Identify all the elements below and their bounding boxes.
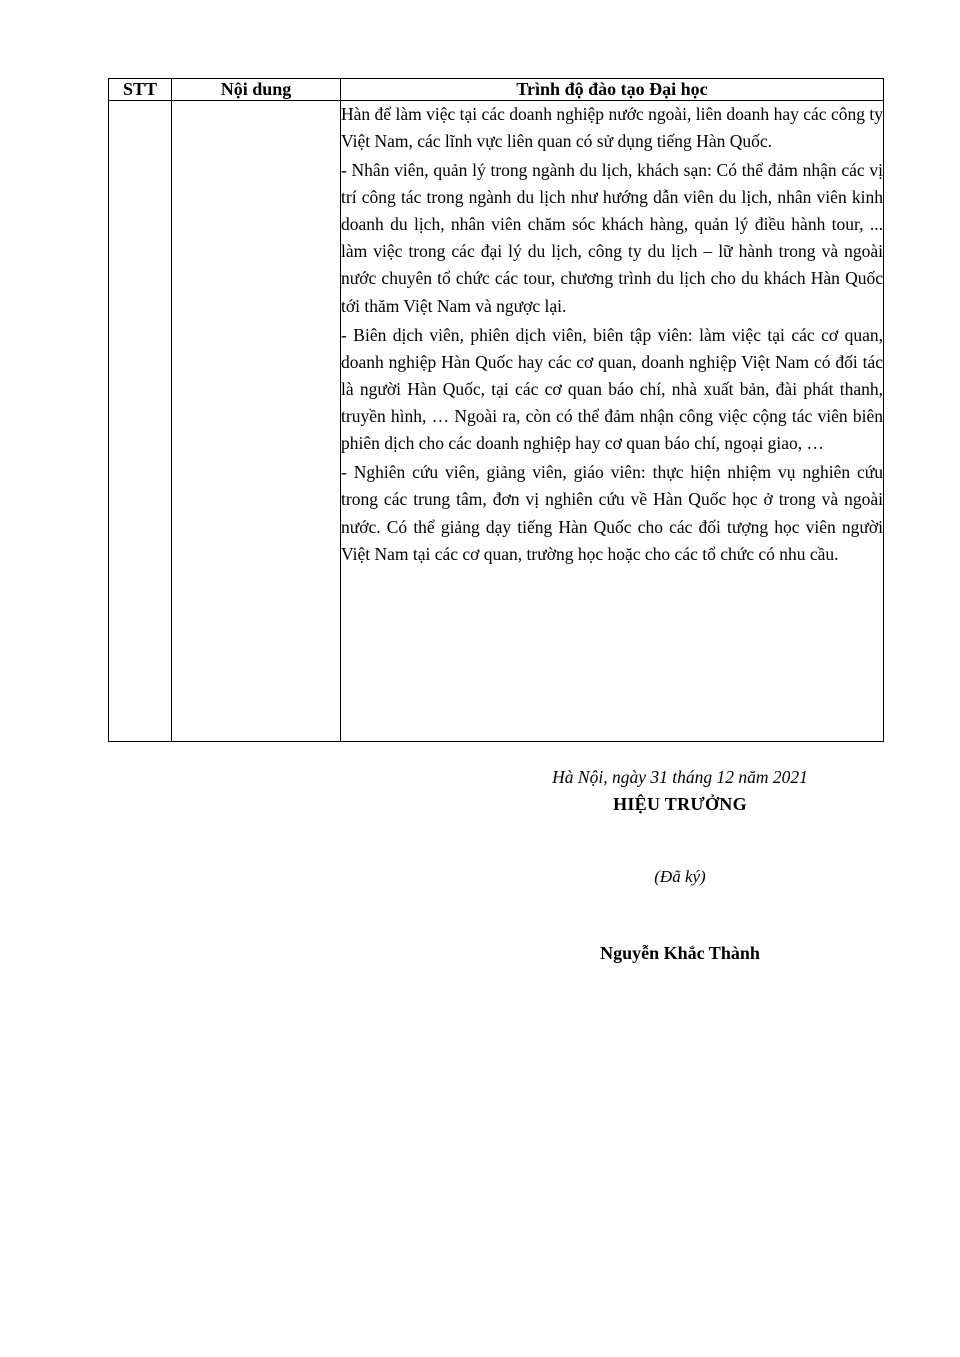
paragraph: - Biên dịch viên, phiên dịch viên, biên tập viên: làm việc tại các cơ quan, doanh nghiệp Hàn Quốc hay các cơ quan, doanh nghiệp Việt Nam có đối tác là người Hàn Quốc, tại các cơ quan báo chí, nhà xuất bản, đài phát thanh, truyền hình, … Ngoài ra, còn có thể đảm nhận công việc cộng tác viên biên phiên dịch cho các doanh nghiệp hay cơ quan báo chí, ngoại giao, … [341, 324, 883, 454]
paragraph: - Nhân viên, quản lý trong ngành du lịch, khách sạn: Có thể đảm nhận các vị trí công tác trong ngành du lịch như hướng dẫn viên du lịch, nhân viên kinh doanh du lịch, nhân viên chăm sóc khách hàng, quản lý điều hành tour, ... làm việc trong các đại lý du lịch, công ty du lịch – lữ hành trong và ngoài nước chuyên tổ chức các tour, chương trình du lịch cho du khách Hàn Quốc tới thăm Việt Nam và ngược lại. [341, 159, 883, 316]
signature-date: Hà Nội, ngày 31 tháng 12 năm 2021 [552, 766, 808, 787]
table-body [109, 100, 884, 741]
column-header-noi-dung: Nội dung [172, 79, 341, 101]
signature-name: Nguyễn Khắc Thành [600, 942, 760, 963]
content-table [108, 78, 884, 742]
paragraph: Hàn để làm việc tại các doanh nghiệp nước ngoài, liên doanh hay các công ty Việt Nam, các lĩnh vực liên quan có sử dụng tiếng Hàn Quốc. [341, 103, 883, 151]
column-header-trinh-do: Trình độ đào tạo Đại học [341, 79, 884, 101]
signature-block [108, 764, 880, 964]
cell-stt [109, 100, 172, 741]
signature-signed-note: (Đã ký) [654, 866, 706, 886]
signature-title: HIỆU TRƯỞNG [613, 793, 747, 814]
signature-inner [480, 764, 880, 964]
table-header-row [109, 79, 884, 101]
cell-trinh-do-content [341, 100, 884, 741]
cell-noi-dung [172, 100, 341, 741]
column-header-stt: STT [109, 79, 172, 101]
table-row [109, 100, 884, 741]
paragraph: - Nghiên cứu viên, giảng viên, giáo viên: thực hiện nhiệm vụ nghiên cứu trong các trung tâm, đơn vị nghiên cứu về Hàn Quốc học ở trong và ngoài nước. Có thể giảng dạy tiếng Hàn Quốc cho các đối tượng học viên người Việt Nam tại các cơ quan, trường học hoặc cho các tổ chức có nhu cầu. [341, 462, 883, 564]
table-header [109, 79, 884, 101]
